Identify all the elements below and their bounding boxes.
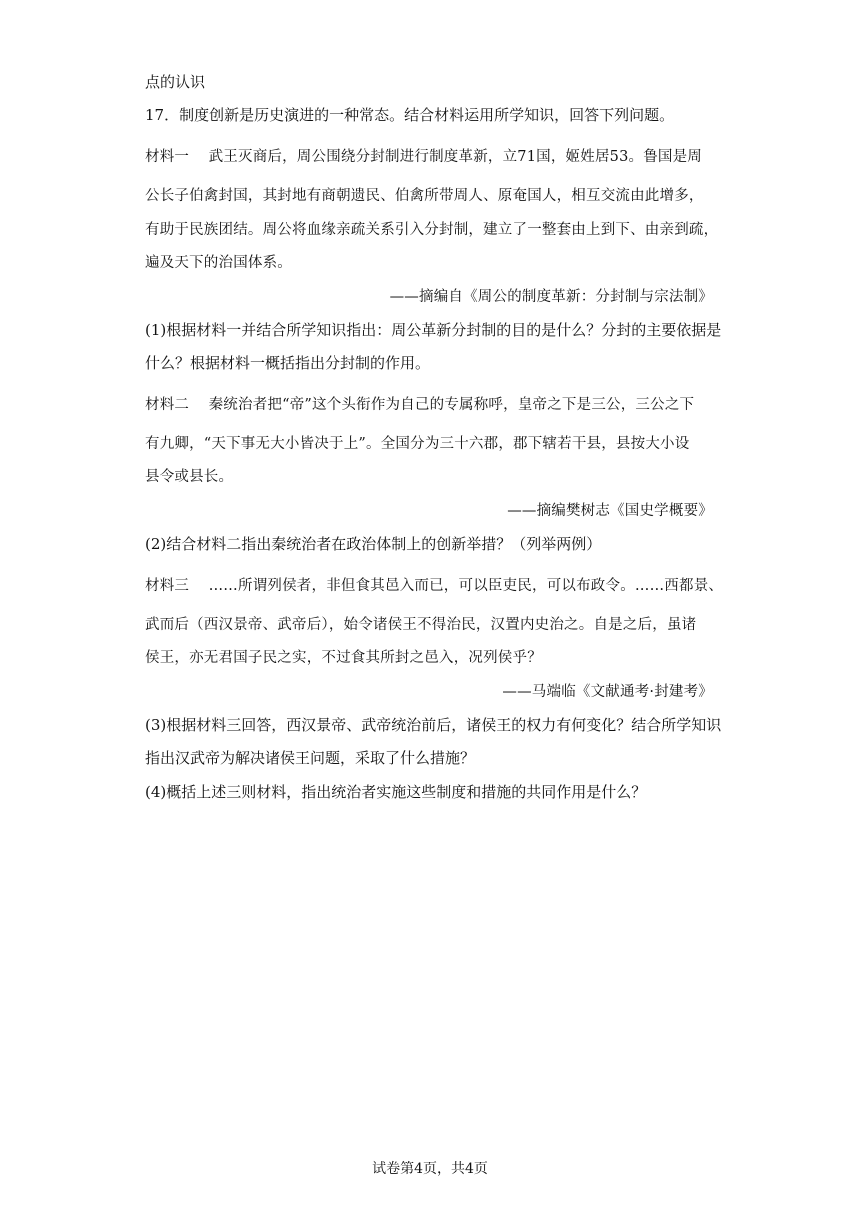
material-3-line-1: 材料三 ……所谓列侯者，非但食其邑入而已，可以臣吏民，可以布政令。……西都景、 — [145, 578, 724, 594]
material-1-line-2: 公长子伯禽封国，其封地有商朝遗民、伯禽所带周人、原奄国人，相互交流由此增多， — [145, 188, 704, 204]
previous-question-tail: 点的认识 — [145, 73, 206, 91]
material-3-line-2: 武而后（西汉景帝、武帝后），始令诸侯王不得治民，汉置内史治之。自是之后，虽诸 — [145, 617, 697, 633]
subquestion-3-line-2: 指出汉武帝为解决诸侯王问题，采取了什么措施？ — [145, 749, 476, 767]
material-1-source: ——摘编自《周公的制度革新：分封制与宗法制》 — [389, 289, 713, 305]
material-3-line-3: 侯王，亦无君国子民之实，不过食其所封之邑入，况列侯乎？ — [145, 650, 542, 666]
subquestion-4: (4)概括上述三则材料，指出统治者实施这些制度和措施的共同作用是什么？ — [145, 783, 647, 801]
material-2-line-1: 材料二 秦统治者把“帝”这个头衔作为自己的专属称呼，皇帝之下是三公，三公之下 — [145, 397, 695, 413]
material-2-source: ——摘编樊树志《国史学概要》 — [507, 503, 713, 519]
subquestion-2: (2)结合材料二指出秦统治者在政治体制上的创新举措？（列举两例） — [145, 535, 602, 553]
material-2-line-2: 有九卿，“天下事无大小皆决于上”。全国分为三十六郡，郡下辖若干县，县按大小设 — [145, 436, 690, 452]
page-footer: 试卷第4页，共4页 — [372, 1161, 488, 1177]
material-1-line-3: 有助于民族团结。周公将血缘亲疏关系引入分封制，建立了一整套由上到下、由亲到疏， — [145, 222, 719, 238]
material-1-line-1: 材料一 武王灭商后，周公围绕分封制进行制度革新，立71国，姬姓居53。鲁国是周 — [145, 149, 703, 165]
material-1-line-4: 遍及天下的治国体系。 — [145, 255, 292, 271]
question-17-heading: 17．制度创新是历史演进的一种常态。结合材料运用所学知识，回答下列问题。 — [145, 106, 675, 124]
subquestion-3-line-1: (3)根据材料三回答，西汉景帝、武帝统治前后，诸侯王的权力有何变化？结合所学知识 — [145, 716, 722, 734]
subquestion-1-line-1: (1)根据材料一并结合所学知识指出：周公革新分封制的目的是什么？分封的主要依据是 — [145, 321, 722, 339]
material-3-source: ——马端临《文献通考·封建考》 — [502, 684, 713, 700]
material-2-line-3: 县令或县长。 — [145, 469, 234, 485]
subquestion-1-line-2: 什么？根据材料一概括指出分封制的作用。 — [145, 354, 431, 372]
